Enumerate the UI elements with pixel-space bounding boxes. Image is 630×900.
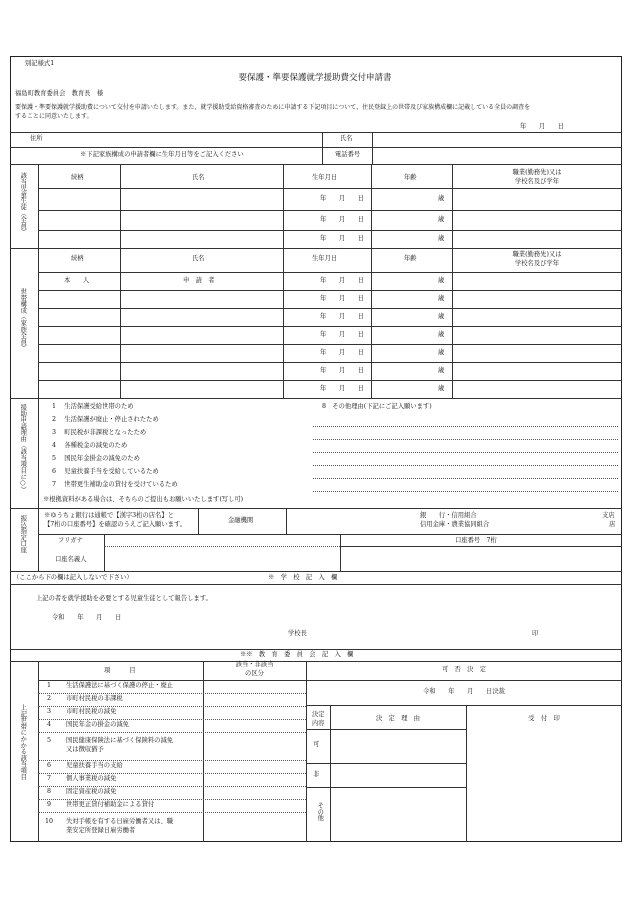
addressee: 福島町教育委員会 教育長 様 — [15, 90, 104, 97]
board-item-applicable-field[interactable] — [204, 761, 305, 772]
board-item-applicable-field[interactable] — [204, 800, 305, 811]
reason-item-5[interactable]: 5 国民年金掛金の減免のため — [52, 455, 140, 462]
household-age-unit: 歳 — [438, 295, 445, 302]
decision-header: 可 否 決 定 — [441, 666, 487, 673]
bank-name-field[interactable] — [287, 509, 417, 533]
reason-item-1[interactable]: 1 生活保護受給世帯のため — [52, 403, 134, 410]
household-birthdate[interactable]: 年 月 日 — [320, 295, 365, 302]
child-age-unit: 歳 — [438, 235, 445, 242]
household-header-occupation: 職業(勤務先)又は — [512, 251, 562, 258]
household-relation-field[interactable] — [39, 363, 119, 379]
children-header-relation: 続柄 — [71, 174, 84, 181]
board-item-text: 失対手帳を有する日雇労働者又は、職 — [66, 818, 174, 825]
reason-item-7[interactable]: 7 世帯更生補助金の貸付を受けているため — [52, 481, 178, 488]
children-header-birthdate: 生年月日 — [312, 174, 338, 181]
child-school-field[interactable] — [453, 231, 621, 247]
board-item-applicable-field[interactable] — [204, 787, 305, 798]
reason-other: 8 その他理由(下記にご記入願います) — [322, 403, 432, 410]
applicant-name-field[interactable] — [373, 133, 621, 146]
household-birthdate[interactable]: 年 月 日 — [320, 367, 365, 374]
reason-item-4[interactable]: 4 各種税金の減免のため — [52, 442, 128, 449]
children-header-age: 年齢 — [404, 174, 417, 181]
reason-item-2[interactable]: 2 生活保護が廃止・停止されたため — [52, 416, 159, 423]
reason-item-3[interactable]: 3 町民税が非課税となったため — [52, 429, 147, 436]
board-side-label: 上記世帯にかかる該当項目 — [19, 704, 27, 780]
child-birthdate[interactable]: 年 月 日 — [320, 195, 365, 202]
account-number-label: 口座番号 7桁 — [455, 537, 497, 544]
address-label: 住所 — [30, 135, 43, 142]
board-item-applicable-field[interactable] — [204, 733, 305, 759]
household-header-relation: 続柄 — [71, 255, 84, 262]
child-age-unit: 歳 — [438, 195, 445, 202]
household-occupation-field[interactable] — [453, 363, 621, 379]
board-item-number: 8 — [46, 788, 51, 795]
child-school-field[interactable] — [453, 189, 621, 209]
board-item-number: 2 — [46, 695, 51, 702]
board-item-text: 個人事業税の減免 — [66, 775, 117, 782]
child-school-field[interactable] — [453, 211, 621, 229]
household-age-unit: 歳 — [438, 349, 445, 356]
household-occupation-field[interactable] — [453, 309, 621, 325]
reasons-section-label: 援助申請理由（該当項目に○） — [19, 404, 27, 493]
form-number: 別記様式1 — [25, 60, 55, 67]
phone-label: 電話番号 — [335, 151, 361, 158]
household-name-field[interactable] — [121, 309, 282, 325]
board-item-number: 10 — [44, 818, 53, 825]
household-age-unit: 歳 — [438, 331, 445, 338]
board-item-number: 6 — [46, 762, 51, 769]
household-section-label: 世帯構成（家族全員） — [19, 288, 27, 351]
board-item-text: 市町村民税の非課税 — [66, 695, 123, 702]
account-holder-label: 口座名義人 — [55, 556, 87, 563]
intro-line-2: することに同意いたします。 — [15, 113, 93, 120]
furigana-label: フリガナ — [58, 537, 83, 544]
household-name-field[interactable] — [121, 327, 282, 343]
household-age-unit: 歳 — [438, 367, 445, 374]
receipt-stamp-header: 受 付 印 — [528, 715, 560, 722]
household-name-field[interactable] — [121, 291, 282, 307]
household-birthdate[interactable]: 年 月 日 — [320, 385, 365, 392]
household-birthdate[interactable]: 年 月 日 — [320, 331, 365, 338]
bank-type-1: 銀 行・信用組合 — [420, 512, 477, 519]
board-item-number: 7 — [46, 775, 51, 782]
board-item-number: 3 — [46, 708, 51, 715]
applicant-name-label: 氏名 — [340, 135, 353, 142]
household-relation-field[interactable] — [39, 327, 119, 343]
child-relation-field[interactable] — [39, 189, 119, 209]
household-relation-field[interactable] — [39, 345, 119, 361]
board-item-applicable-field[interactable] — [204, 720, 305, 731]
household-occupation-field[interactable] — [453, 291, 621, 307]
children-header-name: 氏名 — [192, 174, 205, 181]
household-name-field[interactable] — [121, 345, 282, 361]
child-birthdate[interactable]: 年 月 日 — [320, 235, 365, 242]
board-item-text: 国民健康保険法に基づく保険料の減免 — [66, 737, 174, 744]
board-item-text: 国民年金の掛金の減免 — [66, 721, 129, 728]
board-item-text: 固定資産税の減免 — [66, 788, 117, 795]
intro-line-1: 要保護・準要保護就学援助費について交付を申請いたします。また、就学援助受給資格審査のために申請する下記項目について、住民登録上の世帯及び家族構成欄に記載している全員の調査を — [15, 104, 531, 111]
household-occupation-field[interactable] — [453, 273, 621, 289]
board-item-header: 項 目 — [104, 667, 136, 674]
board-item-applicable-field[interactable] — [204, 774, 305, 785]
household-relation-field[interactable] — [39, 291, 119, 307]
board-item-number: 9 — [46, 801, 51, 808]
child-relation-field[interactable] — [39, 231, 119, 247]
household-name-applicant: 申 請 者 — [183, 277, 215, 284]
household-header-age: 年齢 — [404, 255, 417, 262]
branch-type-2: 店 — [609, 521, 616, 528]
do-not-fill-note: （ここから下の欄は記入しないで下さい） — [13, 574, 133, 581]
household-relation-field[interactable] — [39, 381, 119, 397]
birthdate-note: ※下記家族構成の申請者欄に生年月日等をご記入ください — [80, 151, 244, 158]
principal-label: 学校長 — [288, 630, 307, 637]
school-report-date: 令和 年 月 日 — [52, 614, 122, 621]
applicable-header-2: の区分 — [245, 670, 264, 677]
principal-seal: 印 — [532, 630, 539, 637]
outcome-other: その他 — [316, 802, 324, 821]
household-occupation-field[interactable] — [453, 327, 621, 343]
yucho-note-2: 【7桁の口座番号】を確認のうえご記入願います。 — [44, 521, 187, 528]
children-header-occupation: 職業(勤務先)又は — [512, 169, 562, 176]
school-section-title: ※ 学 校 記 入 欄 — [268, 574, 338, 581]
household-name-field[interactable] — [121, 381, 282, 397]
board-item-text: 又は徴収猶予 — [66, 746, 104, 753]
yucho-note-1: ※ゆうちょ銀行は通帳で【漢字3桁の店名】と — [44, 512, 174, 519]
reason-item-6[interactable]: 6 児童扶養手当を受給しているため — [52, 468, 159, 475]
child-age-unit: 歳 — [438, 216, 445, 223]
household-header-name: 氏名 — [192, 255, 205, 262]
school-report-text: 上記の者を就学援助を必要とする児童生徒として報告します。 — [36, 595, 212, 602]
child-birthdate[interactable]: 年 月 日 — [320, 216, 365, 223]
board-item-applicable-field[interactable] — [204, 813, 305, 841]
child-relation-field[interactable] — [39, 211, 119, 229]
content-label-1: 決定 — [312, 711, 325, 718]
page-title: 要保護・準要保護就学援助費交付申請書 — [238, 73, 392, 83]
applicable-header-1: 該当・非該当 — [235, 661, 274, 668]
household-name-field[interactable] — [121, 363, 282, 379]
board-item-number: 4 — [46, 721, 51, 728]
outcome-rejected: 非 — [313, 771, 320, 778]
household-relation-field[interactable] — [39, 309, 119, 325]
address-field[interactable] — [60, 133, 320, 146]
board-section-title: ※※ 教 育 委 員 会 記 入 欄 — [240, 651, 354, 658]
decision-reason-header: 決 定 理 由 — [375, 715, 421, 722]
children-header-school: 学校名及び学年 — [514, 178, 560, 185]
account-number-field[interactable] — [341, 547, 621, 570]
decision-date: 令和 年 月 日決裁 — [423, 688, 505, 695]
household-relation-self: 本 人 — [64, 277, 90, 284]
phone-field[interactable] — [373, 148, 621, 163]
board-item-text: 児童扶養手当の支給 — [66, 762, 123, 769]
board-item-text: 生活保護法に基づく保護の停止・廃止 — [66, 682, 174, 689]
household-occupation-field[interactable] — [453, 381, 621, 397]
content-label-2: 内容 — [312, 720, 325, 727]
child-name-field[interactable] — [121, 211, 282, 229]
reasons-evidence-note: ※根拠資料がある場合は、そちらのご提出もお願いいたします(写し可) — [43, 496, 244, 503]
household-age-unit: 歳 — [438, 277, 445, 284]
board-item-applicable-field[interactable] — [204, 681, 305, 692]
child-name-field[interactable] — [121, 231, 282, 247]
household-birthdate[interactable]: 年 月 日 — [320, 313, 365, 320]
account-holder-field[interactable] — [105, 547, 339, 570]
household-age-unit: 歳 — [438, 313, 445, 320]
board-item-text: 市町村民税の減免 — [66, 708, 117, 715]
board-item-applicable-field[interactable] — [204, 707, 305, 718]
board-item-number: 1 — [46, 682, 51, 689]
household-header-school: 学校名及び学年 — [514, 260, 560, 267]
institution-label: 金融機関 — [228, 517, 254, 524]
board-item-number: 5 — [46, 737, 51, 744]
household-age-unit: 歳 — [438, 385, 445, 392]
outcome-approved: 可 — [313, 741, 320, 748]
application-date: 年 月 日 — [520, 123, 565, 130]
bank-section-label: 振込指定口座 — [19, 515, 27, 553]
board-item-applicable-field[interactable] — [204, 694, 305, 705]
household-header-birthdate: 生年月日 — [312, 255, 338, 262]
board-item-text: 業安定所登録日雇労働者 — [66, 827, 136, 834]
household-birthdate[interactable]: 年 月 日 — [320, 277, 365, 284]
household-birthdate[interactable]: 年 月 日 — [320, 349, 365, 356]
bank-type-2: 信用金庫・農業協同組合 — [420, 521, 490, 528]
household-occupation-field[interactable] — [453, 345, 621, 361]
children-section-label: 該当児童生徒（全員） — [19, 172, 27, 235]
branch-type-1: 支店 — [602, 512, 615, 519]
board-item-text: 世帯更正貸付補助金による貸付 — [66, 801, 155, 808]
child-name-field[interactable] — [121, 189, 282, 209]
